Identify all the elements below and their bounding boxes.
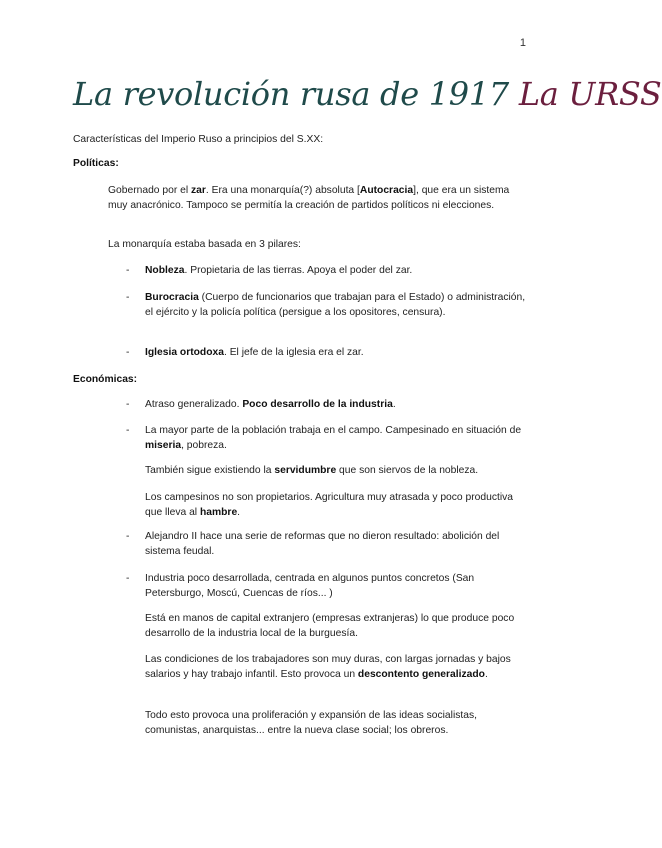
intro-text: Características del Imperio Ruso a principios del S.XX: bbox=[73, 134, 324, 145]
list-item-industria: Industria poco desarrollada, centrada en algunos puntos concretos (San Petersburgo, Moscú, Cuencas de ríos... ) bbox=[145, 573, 475, 599]
list-item-atraso: Atraso generalizado. Poco desarrollo de la industria. bbox=[145, 399, 396, 410]
bullet-marker: - bbox=[126, 573, 130, 584]
bullet-marker: - bbox=[126, 347, 130, 358]
page-number: 1 bbox=[519, 37, 526, 49]
list-item-burocracia: Burocracia (Cuerpo de funcionarios que trabajan para el Estado) o administración, el ejército y la policía política (persigue a los opositores, censura). bbox=[145, 292, 526, 318]
paragraph-campesinos: Los campesinos no son propietarios. Agricultura muy atrasada y poco productiva que lleva al hambre. bbox=[145, 492, 514, 518]
bullet-marker: - bbox=[126, 531, 130, 542]
politicas-heading: Políticas: bbox=[73, 158, 119, 169]
paragraph-servidumbre: También sigue existiendo la servidumbre que son siervos de la nobleza. bbox=[145, 465, 479, 476]
paragraph-ideas: Todo esto provoca una proliferación y expansión de las ideas socialistas, comunistas, anarquistas... entre la nueva clase social; los obreros. bbox=[145, 710, 477, 736]
title-sub: La URSS bbox=[518, 75, 662, 113]
page-title bbox=[73, 72, 662, 116]
pilares-intro: La monarquía estaba basada en 3 pilares: bbox=[108, 239, 301, 250]
politicas-paragraph: Gobernado por el zar. Era una monarquía(?) absoluta [Autocracia], que era un sistema muy anacrónico. Tampoco se permitía la creación de partidos políticos ni elecciones. bbox=[108, 185, 510, 211]
bullet-marker: - bbox=[126, 265, 130, 276]
economicas-heading: Económicas: bbox=[73, 374, 138, 385]
bullet-marker: - bbox=[126, 292, 130, 303]
list-item-nobleza: Nobleza. Propietaria de las tierras. Apoya el poder del zar. bbox=[145, 265, 413, 276]
bullet-marker: - bbox=[126, 399, 130, 410]
paragraph-capital: Está en manos de capital extranjero (empresas extranjeras) lo que produce poco desarrollo de la industria local de la burguesía. bbox=[145, 613, 515, 639]
title-main: La revolución rusa de 1917 bbox=[73, 75, 509, 113]
list-item-alejandro: Alejandro II hace una serie de reformas que no dieron resultado: abolición del sistema feudal. bbox=[145, 531, 500, 557]
list-item-iglesia: Iglesia ortodoxa. El jefe de la iglesia era el zar. bbox=[145, 347, 364, 358]
paragraph-trabajadores: Las condiciones de los trabajadores son muy duras, con largas jornadas y bajos salarios y hay trabajo infantil. Esto provoca un descontento generalizado. bbox=[145, 654, 511, 680]
bullet-marker: - bbox=[126, 425, 130, 436]
list-item-poblacion: La mayor parte de la población trabaja en el campo. Campesinado en situación de miseria, pobreza. bbox=[145, 425, 522, 451]
